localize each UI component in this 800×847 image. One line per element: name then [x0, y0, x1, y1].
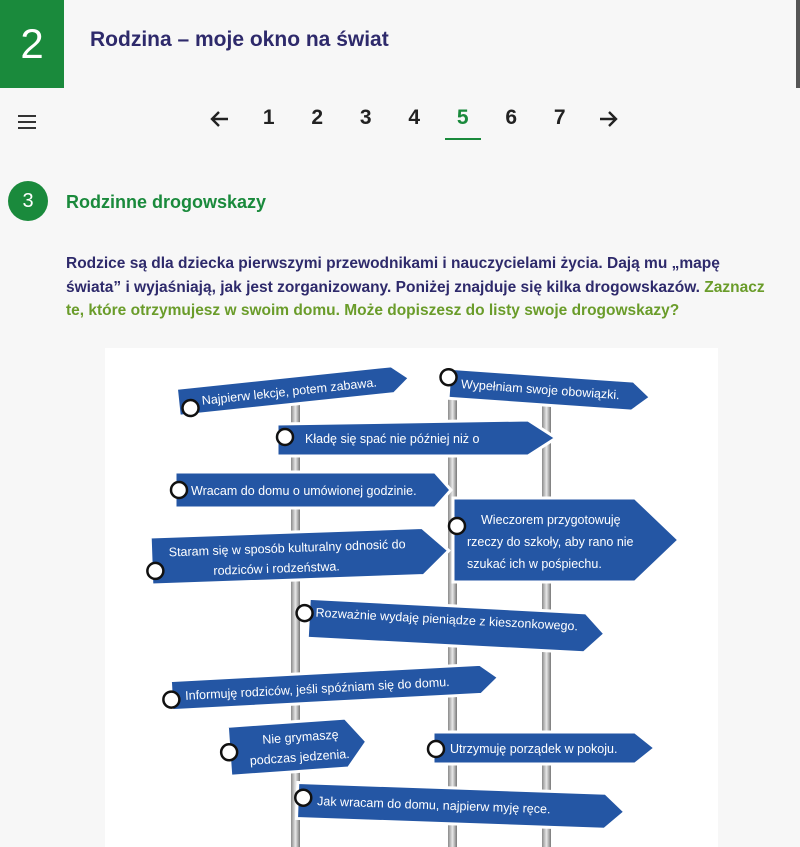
sign-4-label: Wieczorem przygotowuję rzeczy do szkoły, aby rano nie szukać ich w pośpiechu. [467, 513, 634, 571]
sign-2-label: Kładę się spać nie później niż o 21.30. [305, 432, 480, 470]
sign-4-radio[interactable] [449, 518, 465, 534]
chapter-title: Rodzina – moje okno na świat [90, 28, 389, 51]
sign-0-label: Najpierw lekcje, potem zabawa. [201, 375, 378, 408]
sign-9-label: Utrzymuję porządek w pokoju. [450, 742, 618, 756]
page-link-3[interactable]: 3 [359, 106, 372, 129]
signpost-svg [105, 348, 718, 847]
sign-9 [428, 732, 655, 764]
section-number: 3 [8, 181, 48, 221]
sign-1 [439, 368, 652, 413]
intro-paragraph [66, 252, 766, 323]
arrow-left-icon[interactable] [196, 100, 245, 140]
signpost-illustration [105, 348, 718, 847]
page-link-7[interactable]: 7 [553, 106, 566, 129]
intro-text: Rodzice są dla dziecka pierwszymi przewodnikami i nauczycielami życia. Dają mu „mapę świata” i wyjaśniają, jak jest zorganizowany. Poniżej znajduje się kilka drogowskazów. [66, 255, 720, 296]
sign-5-radio[interactable] [147, 563, 164, 580]
sign-6 [295, 598, 606, 654]
sign-10-radio[interactable] [295, 789, 312, 806]
chapter-header [0, 0, 800, 90]
page-navigation [196, 100, 633, 140]
sign-4 [449, 498, 679, 582]
sign-2-radio[interactable] [277, 429, 293, 445]
menu-icon[interactable] [18, 112, 40, 132]
page-link-1[interactable]: 1 [262, 106, 275, 129]
sign-8-radio[interactable] [221, 744, 238, 761]
arrow-right-icon[interactable] [584, 100, 633, 140]
sign-3-label: Wracam do domu o umówionej godzinie. [191, 484, 417, 498]
sign-5 [146, 527, 449, 586]
sign-8-label: Nie grymaszępodczas jedzenia. [249, 727, 351, 768]
sign-10-label: Jak wracam do domu, najpierw myję ręce. [316, 794, 551, 817]
header-divider [796, 0, 800, 88]
sign-1-label: Wypełniam swoje obowiązki. [460, 377, 621, 403]
sign-1-radio[interactable] [440, 369, 457, 386]
section-title: Rodzinne drogowskazy [66, 192, 267, 212]
sign-5-label: Staram się w sposób kulturalny odnosić dorodziców i rodzeństwa. [168, 537, 406, 578]
task-instruction: Zaznacz te, które otrzymujesz w swoim domu. Może dopiszesz do listy swoje drogowskazy? [66, 278, 765, 319]
page-link-5[interactable]: 5 [439, 100, 488, 140]
sign-6-label: Rozważnie wydaję pieniądze z kieszonkowego. [315, 605, 579, 634]
sign-10 [295, 782, 626, 829]
sign-3-radio[interactable] [171, 482, 187, 498]
sign-0-radio[interactable] [182, 399, 200, 417]
sign-3 [171, 472, 451, 508]
chapter-number: 2 [0, 0, 64, 88]
sign-7-label: Informuję rodziców, jeśli spóźniam się do domu. [184, 675, 450, 703]
sign-9-radio[interactable] [428, 741, 444, 757]
page-link-2[interactable]: 2 [311, 106, 324, 129]
sign-2 [277, 420, 556, 470]
page-link-6[interactable]: 6 [505, 106, 518, 129]
page-link-4[interactable]: 4 [408, 106, 421, 129]
sign-6-radio[interactable] [296, 605, 313, 622]
sign-8 [219, 717, 368, 777]
sign-7-radio[interactable] [163, 691, 180, 708]
